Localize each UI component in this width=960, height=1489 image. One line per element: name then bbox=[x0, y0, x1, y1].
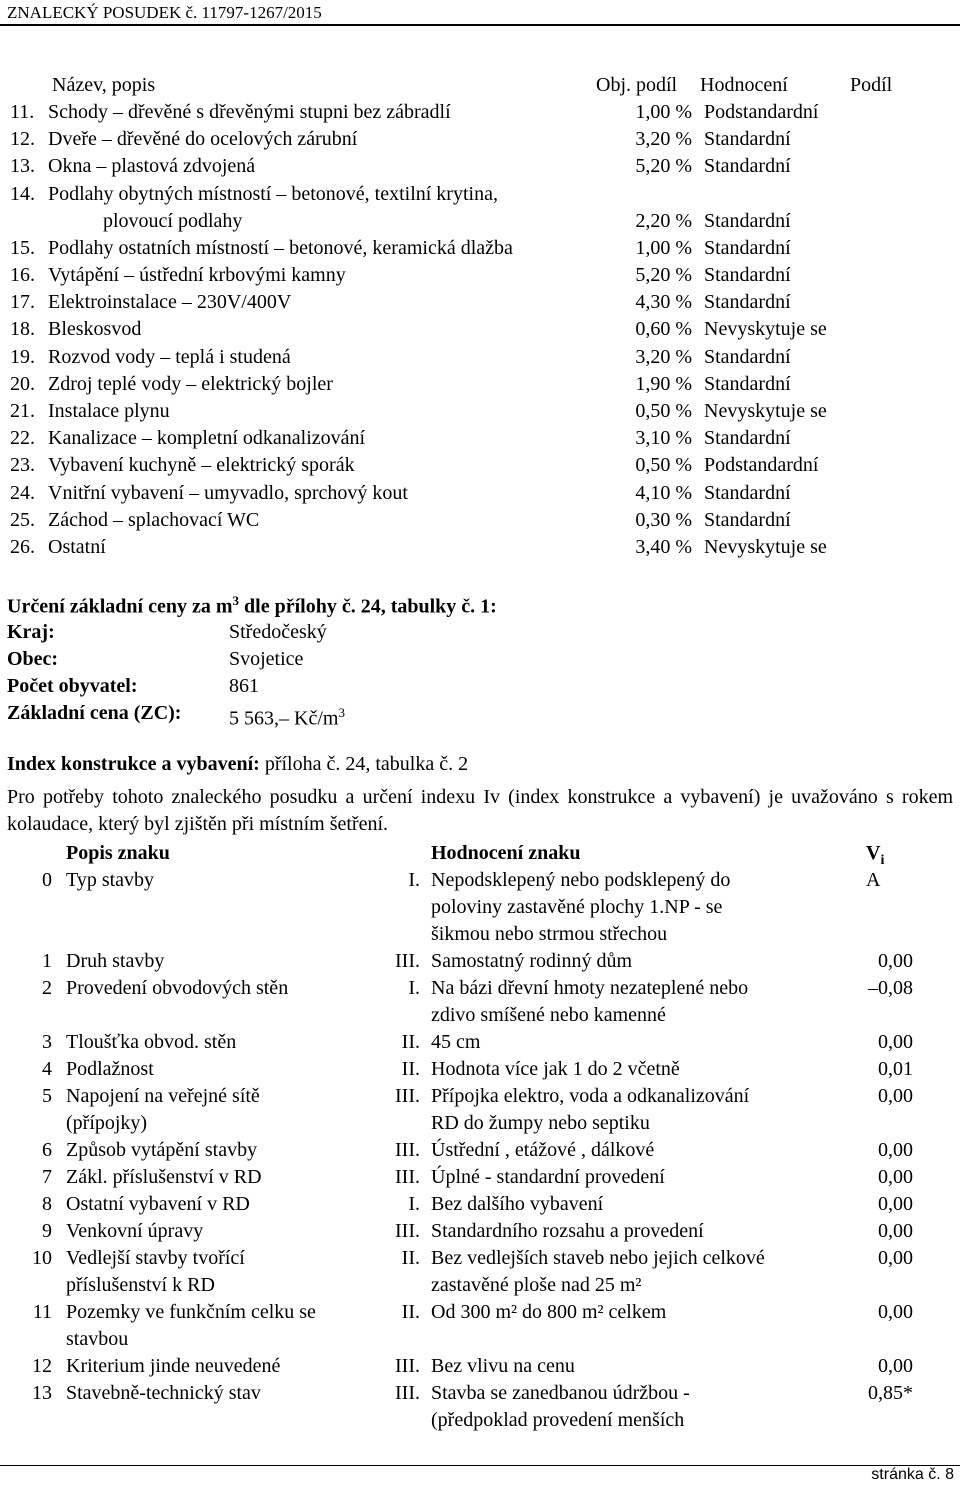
index-row-roman: I. bbox=[408, 869, 420, 891]
index-row-value: 0,01 bbox=[878, 1058, 913, 1080]
item-rating: Standardní bbox=[704, 481, 791, 504]
index-row-value: –0,08 bbox=[868, 977, 913, 999]
item-share: 0,50 % bbox=[635, 400, 692, 422]
index-row-value: 0,00 bbox=[878, 1355, 913, 1377]
index-row-desc: Kriterium jinde neuvedené bbox=[66, 1355, 281, 1377]
field-value bbox=[229, 647, 303, 671]
index-row-text: Na bázi dřevní hmoty nezateplené nebo bbox=[431, 977, 749, 999]
index-row-text: RD do žumpy nebo septiku bbox=[431, 1112, 650, 1134]
item-rating: Standardní bbox=[704, 427, 791, 450]
index-row-value: 0,85* bbox=[868, 1382, 913, 1404]
document-header: ZNALECKÝ POSUDEK č. 11797-1267/2015 bbox=[7, 3, 322, 22]
index-row-desc: Ostatní vybavení v RD bbox=[66, 1193, 250, 1215]
index-row-text: Standardního rozsahu a provedení bbox=[431, 1220, 704, 1242]
item-name: Vybavení kuchyně – elektrický sporák bbox=[48, 454, 355, 477]
index-row-desc: Vedlejší stavby tvořící bbox=[66, 1247, 245, 1269]
page-number: stránka č. 8 bbox=[871, 1466, 954, 1483]
item-number: 13. bbox=[10, 155, 35, 178]
index-row-value: 0,00 bbox=[878, 1220, 913, 1242]
item-number: 21. bbox=[10, 400, 35, 422]
item-name: Elektroinstalace – 230V/400V bbox=[48, 291, 292, 314]
index-row-desc: Provedení obvodových stěn bbox=[66, 977, 289, 999]
index-row-desc: stavbou bbox=[66, 1328, 129, 1350]
footer-divider bbox=[0, 1465, 960, 1466]
item-number: 20. bbox=[10, 372, 35, 395]
index-row-text: zastavěné ploše nad 25 m² bbox=[431, 1274, 642, 1296]
index-row-desc: Zákl. příslušenství v RD bbox=[66, 1166, 262, 1188]
index-row-desc: Tloušťka obvod. stěn bbox=[66, 1031, 237, 1053]
index-row-value: 0,00 bbox=[878, 1166, 913, 1188]
field-value bbox=[229, 620, 327, 644]
index-row-desc: Typ stavby bbox=[66, 869, 155, 891]
header-divider bbox=[0, 24, 960, 26]
item-share: 1,00 % bbox=[635, 101, 692, 123]
item-name: Bleskosvod bbox=[48, 318, 142, 341]
index-row-roman: II. bbox=[401, 1301, 420, 1323]
index-row-number: 6 bbox=[42, 1139, 52, 1161]
index-row-roman: III. bbox=[395, 1355, 420, 1377]
index-row-number: 8 bbox=[42, 1193, 52, 1215]
item-number: 17. bbox=[10, 291, 35, 314]
item-rating: Podstandardní bbox=[704, 454, 819, 477]
unit-superscript: 3 bbox=[338, 705, 345, 720]
item-share: 3,20 % bbox=[635, 128, 692, 151]
item-name: Záchod – splachovací WC bbox=[48, 508, 260, 531]
item-rating: Standardní bbox=[704, 291, 791, 314]
item-name: Vytápění – ústřední krbovými kamny bbox=[48, 264, 346, 286]
index-row-roman: II. bbox=[401, 1247, 420, 1269]
index-row-roman: III. bbox=[395, 1220, 420, 1242]
item-name: Instalace plynu bbox=[48, 400, 170, 422]
item-share: 1,90 % bbox=[635, 372, 692, 395]
field-label: Počet obyvatel: bbox=[7, 675, 138, 697]
col-part-header: Podíl bbox=[850, 74, 893, 96]
index-row-desc: Způsob vytápění stavby bbox=[66, 1139, 258, 1161]
field-value-text: 5 563,– Kč/m bbox=[229, 707, 339, 730]
index-row-value: 0,00 bbox=[878, 1247, 913, 1269]
field-label: Základní cena (ZC): bbox=[7, 702, 182, 724]
col-share-header: Obj. podíl bbox=[596, 74, 678, 96]
index-row-desc: Podlažnost bbox=[66, 1058, 154, 1080]
index-row-text: 45 cm bbox=[431, 1031, 481, 1053]
index-row-text: Bez dalšího vybavení bbox=[431, 1193, 604, 1215]
index-row-value: 0,00 bbox=[878, 1031, 913, 1053]
item-rating: Standardní bbox=[704, 128, 791, 151]
index-row-number: 13 bbox=[32, 1382, 52, 1404]
index-row-text: šikmou nebo strmou střechou bbox=[431, 923, 668, 945]
item-name-cont: plovoucí podlahy bbox=[103, 209, 243, 232]
index-row-roman: II. bbox=[401, 1058, 420, 1080]
index-paragraph: Pro potřeby tohoto znaleckého posudku a určení indexu Iv (index konstrukce a vybavení) je uvažováno s rokem kolaudace, který byl zjištěn při místním šetření. bbox=[7, 786, 953, 835]
item-rating: Nevyskytuje se bbox=[704, 318, 827, 341]
index-row-number: 7 bbox=[42, 1166, 52, 1188]
field-value bbox=[229, 701, 345, 731]
col-rating-header-index: Hodnocení znaku bbox=[431, 842, 581, 864]
item-name: Ostatní bbox=[48, 536, 106, 558]
item-share: 3,40 % bbox=[635, 536, 692, 558]
item-rating: Standardní bbox=[704, 264, 791, 286]
index-row-text: Od 300 m² do 800 m² celkem bbox=[431, 1301, 667, 1323]
item-rating: Standardní bbox=[704, 508, 791, 531]
index-row-roman: II. bbox=[401, 1031, 420, 1053]
index-row-value: 0,00 bbox=[878, 1193, 913, 1215]
index-row-roman: III. bbox=[395, 1166, 420, 1188]
index-row-value: 0,00 bbox=[878, 1085, 913, 1107]
index-row-number: 9 bbox=[42, 1220, 52, 1242]
index-row-desc: Stavebně-technický stav bbox=[66, 1382, 261, 1404]
index-row-text: Ústřední , etážové , dálkové bbox=[431, 1139, 655, 1161]
item-share: 5,20 % bbox=[635, 264, 692, 286]
index-row-value: A bbox=[866, 869, 881, 891]
item-name: Schody – dřevěné s dřevěnými stupni bez zábradlí bbox=[48, 101, 451, 123]
index-row-desc: (přípojky) bbox=[66, 1112, 148, 1134]
index-row-number: 1 bbox=[42, 950, 52, 972]
item-rating: Standardní bbox=[704, 209, 791, 232]
col-v-header: $V_i$ bbox=[866, 842, 885, 868]
item-rating: Standardní bbox=[704, 236, 791, 259]
item-name: Kanalizace – kompletní odkanalizování bbox=[48, 427, 366, 450]
col-rating-header: Hodnocení bbox=[700, 74, 788, 96]
index-row-number: 0 bbox=[42, 869, 52, 891]
index-row-number: 3 bbox=[42, 1031, 52, 1053]
item-share: 4,30 % bbox=[635, 291, 692, 314]
index-row-roman: I. bbox=[408, 1193, 420, 1215]
field-value bbox=[229, 674, 259, 698]
item-number: 16. bbox=[10, 264, 35, 286]
index-row-value: 0,00 bbox=[878, 1139, 913, 1161]
item-share: 1,00 % bbox=[635, 236, 692, 259]
item-number: 23. bbox=[10, 454, 35, 477]
item-name: Podlahy obytných místností – betonové, textilní krytina, bbox=[48, 182, 498, 205]
index-row-text: Přípojka elektro, voda a odkanalizování bbox=[431, 1085, 750, 1107]
item-rating: Standardní bbox=[704, 372, 791, 395]
item-rating: Nevyskytuje se bbox=[704, 400, 827, 422]
index-row-roman: I. bbox=[408, 977, 420, 999]
index-row-roman: III. bbox=[395, 1382, 420, 1404]
index-row-text: Bez vedlejších staveb nebo jejich celkové bbox=[431, 1247, 765, 1269]
base-price-heading: Určení základní ceny za $m^3$ dle přílohy č. 24, tabulky č. 1: bbox=[7, 593, 497, 618]
item-number: 25. bbox=[10, 508, 35, 531]
item-number: 19. bbox=[10, 345, 35, 368]
item-share: 0,60 % bbox=[635, 318, 692, 341]
index-row-roman: III. bbox=[395, 1085, 420, 1107]
item-share: 4,10 % bbox=[635, 481, 692, 504]
index-row-number: 5 bbox=[42, 1085, 52, 1107]
item-name: Dveře – dřevěné do ocelových zárubní bbox=[48, 128, 358, 151]
index-row-number: 2 bbox=[42, 977, 52, 999]
index-row-number: 12 bbox=[32, 1355, 52, 1377]
index-row-text: Úplné - standardní provedení bbox=[431, 1166, 665, 1188]
field-value-text: 861 bbox=[229, 675, 259, 697]
index-row-text: (předpoklad provedení menších bbox=[431, 1409, 685, 1431]
index-row-text: zdivo smíšené nebo kamenné bbox=[431, 1004, 666, 1026]
item-number: 14. bbox=[10, 182, 35, 205]
item-share: 0,50 % bbox=[635, 454, 692, 477]
field-label: Kraj: bbox=[7, 621, 55, 643]
index-row-text: Bez vlivu na cenu bbox=[431, 1355, 575, 1377]
index-row-value: 0,00 bbox=[878, 950, 913, 972]
index-row-number: 10 bbox=[32, 1247, 52, 1269]
item-number: 15. bbox=[10, 236, 35, 259]
item-rating: Podstandardní bbox=[704, 101, 819, 123]
item-number: 26. bbox=[10, 536, 35, 558]
item-name: Okna – plastová zdvojená bbox=[48, 155, 256, 178]
index-row-desc: příslušenství k RD bbox=[66, 1274, 215, 1296]
index-row-roman: III. bbox=[395, 950, 420, 972]
index-row-text: Samostatný rodinný dům bbox=[431, 950, 633, 972]
index-row-text: Nepodsklepený nebo podsklepený do bbox=[431, 869, 731, 891]
item-number: 24. bbox=[10, 481, 35, 504]
index-heading: Index konstrukce a vybavení: příloha č. 24, tabulka č. 2 bbox=[7, 753, 469, 775]
index-row-value: 0,00 bbox=[878, 1301, 913, 1323]
item-name: Rozvod vody – teplá i studená bbox=[48, 345, 291, 368]
item-number: 12. bbox=[10, 128, 35, 151]
col-desc-header: Popis znaku bbox=[66, 842, 170, 864]
item-rating: Nevyskytuje se bbox=[704, 536, 827, 558]
col-name-header: Název, popis bbox=[52, 74, 156, 96]
index-row-desc: Pozemky ve funkčním celku se bbox=[66, 1301, 316, 1323]
item-share: 0,30 % bbox=[635, 508, 692, 531]
index-row-number: 11 bbox=[32, 1301, 52, 1323]
field-label: Obec: bbox=[7, 648, 59, 670]
item-name: Vnitřní vybavení – umyvadlo, sprchový kout bbox=[48, 481, 408, 504]
item-share: 5,20 % bbox=[635, 155, 692, 178]
item-name: Zdroj teplé vody – elektrický bojler bbox=[48, 372, 333, 395]
item-rating: Standardní bbox=[704, 345, 791, 368]
index-row-text: poloviny zastavěné plochy 1.NP - se bbox=[431, 896, 723, 918]
field-value-text: Středočeský bbox=[229, 621, 327, 643]
item-share: 3,20 % bbox=[635, 345, 692, 368]
index-row-roman: III. bbox=[395, 1139, 420, 1161]
index-row-text: Stavba se zanedbanou údržbou - bbox=[431, 1382, 690, 1404]
index-row-text: Hodnota více jak 1 do 2 včetně bbox=[431, 1058, 680, 1080]
index-row-number: 4 bbox=[42, 1058, 52, 1080]
field-value-text: Svojetice bbox=[229, 648, 304, 670]
item-number: 22. bbox=[10, 427, 35, 450]
item-number: 18. bbox=[10, 318, 35, 341]
item-rating: Standardní bbox=[704, 155, 791, 178]
item-share: 3,10 % bbox=[635, 427, 692, 450]
index-row-desc: Druh stavby bbox=[66, 950, 165, 972]
item-number: 11. bbox=[10, 101, 35, 123]
item-share: 2,20 % bbox=[635, 209, 692, 232]
index-row-desc: Napojení na veřejné sítě bbox=[66, 1085, 260, 1107]
item-name: Podlahy ostatních místností – betonové, keramická dlažba bbox=[48, 236, 513, 259]
index-row-desc: Venkovní úpravy bbox=[66, 1220, 204, 1242]
